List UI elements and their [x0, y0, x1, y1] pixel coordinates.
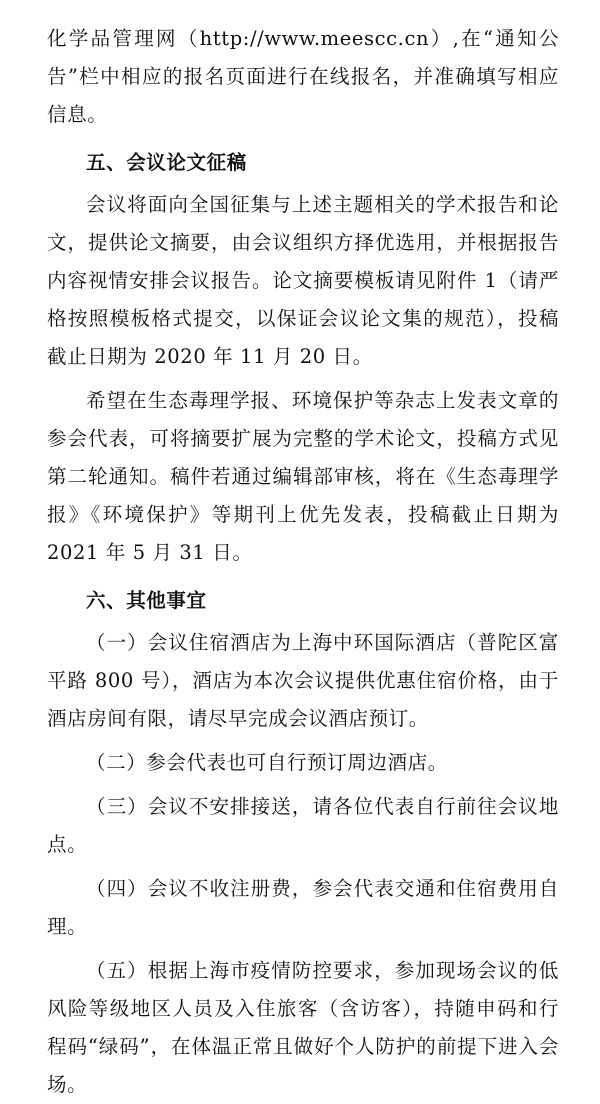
section-heading-papers: 五、会议论文征稿: [86, 151, 247, 174]
epidemic-paragraph: （五）根据上海市疫情防控要求，参加现场会议的低风险等级地区人员及入住旅客（含访客），持随申码和行程码“绿码”，在体温正常且做好个人防护的前提下进入会场。: [47, 959, 559, 1096]
document-page: [47, 20, 559, 1104]
papers-paragraph: 会议将面向全国征集与上述主题相关的学术报告和论文，提供论文摘要，由会议组织方择优选用，并根据报告内容视情安排会议报告。论文摘要模板请见附件 1（请严格按照模板格式提交，以保证会议论文集的规范），投稿截止日期为 2020 年 11 月 20 日。: [47, 193, 559, 368]
transport-paragraph: （三）会议不安排接送，请各位代表自行前往会议地点。: [47, 795, 559, 856]
section-heading-other: 六、其他事宜: [86, 589, 207, 612]
journal-paragraph: 希望在生态毒理学报、环境保护等杂志上发表文章的参会代表，可将摘要扩展为完整的学术论文，投稿方式见第二轮通知。稿件若通过编辑部审核，将在《生态毒理学报》《环境保护》等期刊上优先发表，投稿截止日期为 2021 年 5 月 31 日。: [47, 389, 559, 564]
fee-paragraph: （四）会议不收注册费，参会代表交通和住宿费用自理。: [47, 877, 559, 938]
registration-paragraph: 化学品管理网（http://www.meescc.cn）,在“通知公告”栏中相应的报名页面进行在线报名，并准确填写相应信息。: [47, 27, 559, 126]
hotel-paragraph: （一）会议住宿酒店为上海中环国际酒店（普陀区富平路 800 号），酒店为本次会议提供优惠住宿价格，由于酒店房间有限，请尽早完成会议酒店预订。: [47, 631, 559, 730]
nearby-hotel-paragraph: （二）参会代表也可自行预订周边酒店。: [86, 751, 448, 774]
